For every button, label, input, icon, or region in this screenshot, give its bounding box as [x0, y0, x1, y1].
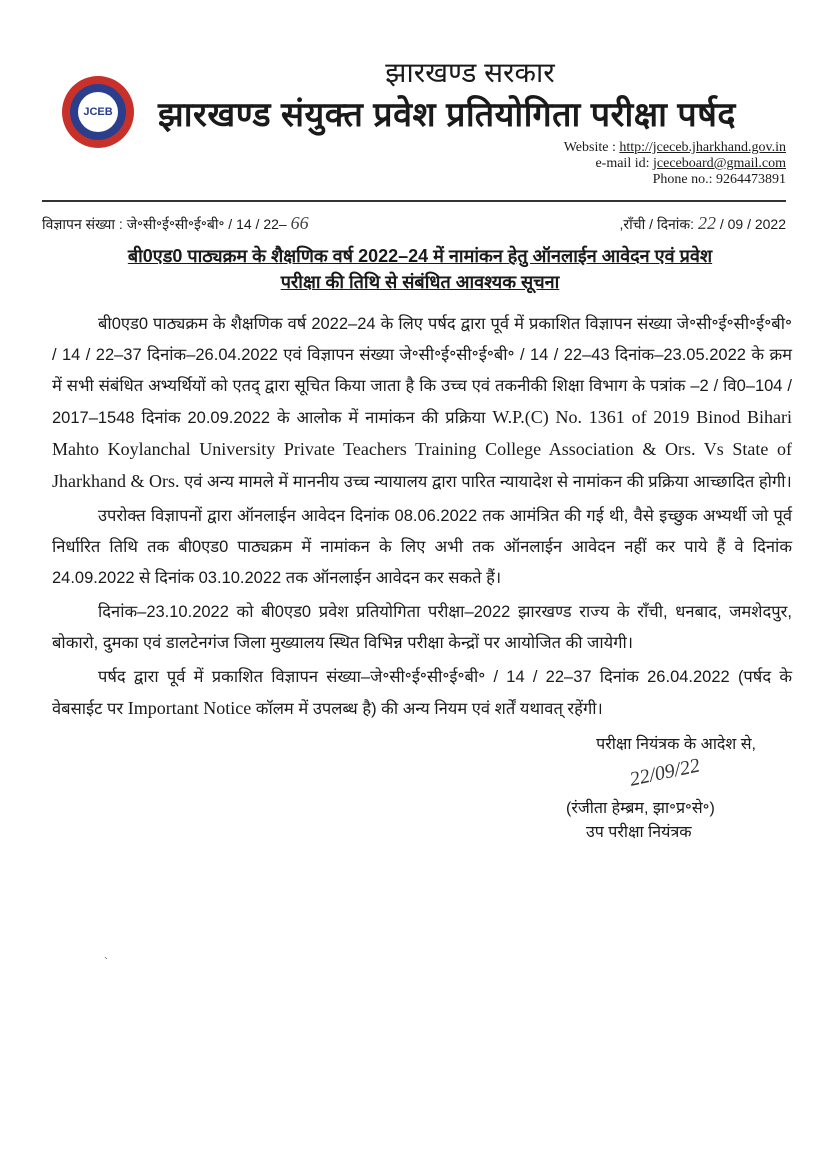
signatory-designation: उप परीक्षा नियंत्रक: [586, 824, 692, 841]
notice-date: [620, 212, 786, 235]
date-label: ,राँची / दिनांक:: [619, 216, 695, 232]
notice-body: [52, 309, 792, 725]
paragraph-2: उपरोक्त विज्ञापनों द्वारा ऑनलाईन आवेदन दिनांक 08.06.2022 तक आमंत्रित की गई थी, वैसे इच्छुक अभ्यर्थी जो पूर्व निर्धारित तिथि तक बी0एड0 पाठ्यक्रम में नामांकन के लिए अभी तक ऑनलाईन आवेदन नहीं कर पाये हैं वे दिनांक 24.09.2022 से दिनांक 03.10.2022 तक ऑनलाईन आवेदन कर सकते हैं।: [52, 507, 792, 587]
email-link[interactable]: jceceboard@gmail.com: [653, 156, 786, 171]
email-label: e-mail id:: [595, 156, 650, 171]
p4-text-a: पर्षद द्वारा पूर्व में प्रकाशित विज्ञापन संख्या–जे॰सी॰ई॰सी॰ई॰बी॰ / 14 / 22–37 दिनांक 26.04.2022 (पर्षद के वेबसाईट पर: [52, 668, 792, 718]
reference-row: [42, 212, 786, 235]
contact-block: [42, 140, 786, 188]
jceceb-logo: [62, 76, 134, 148]
p4-important-notice: Important Notice: [127, 698, 252, 718]
phone-label: Phone no.:: [652, 172, 713, 187]
notice-subject: [50, 243, 790, 295]
paragraph-1: [52, 309, 792, 498]
signature-block: [42, 733, 786, 845]
signatory-name: (रंजीता हेम्ब्रम, झा॰प्र॰से॰): [566, 800, 715, 817]
advertisement-number: [42, 212, 309, 235]
signature: 22/09/22: [627, 754, 702, 791]
stray-mark: `: [104, 955, 108, 969]
subject-line-2: परीक्षा की तिथि से संबंधित आवश्यक सूचना: [280, 272, 560, 292]
p1-case-reference: W.P.(C) No. 1361 of 2019 Binod Bihari Mahto Koylanchal University Private Teachers Training College Association & Ors. Vs State of Jharkhand & Ors.: [52, 407, 792, 491]
logo-text: JCEB: [78, 92, 118, 132]
subject-line-1: बी0एड0 पाठ्यक्रम के शैक्षणिक वर्ष 2022–24 में नामांकन हेतु ऑनलाईन आवेदन एवं प्रवेश: [127, 246, 713, 266]
paragraph-3: दिनांक–23.10.2022 को बी0एड0 प्रवेश प्रतियोगिता परीक्षा–2022 झारखण्ड राज्य के राँची, धनबाद, जमशेदपुर, बोकारो, दुमका एवं डालटेनगंज जिला मुख्यालय स्थित विभिन्न परीक्षा केन्द्रों पर आयोजित की जायेगी।: [52, 603, 792, 652]
website-label: Website :: [563, 140, 616, 155]
date-day-handwritten: 22: [697, 213, 716, 233]
board-title: झारखण्ड संयुक्त प्रवेश प्रतियोगिता परीक्षा पर्षद: [158, 96, 736, 134]
header-divider: [42, 200, 786, 202]
paragraph-4: [52, 662, 792, 725]
website-link[interactable]: http://jceceb.jharkhand.gov.in: [619, 140, 786, 155]
p4-text-b: कॉलम में उपलब्ध है) की अन्य नियम एवं शर्तें यथावत् रहेंगी।: [251, 700, 603, 718]
by-order-text: परीक्षा नियंत्रक के आदेश से,: [596, 736, 756, 753]
p1-text-b: एवं अन्य मामले में माननीय उच्च न्यायालय द्वारा पारित न्यायादेश से नामांकन की प्रक्रिया आच्छादित होगी।: [179, 473, 792, 491]
date-rest: / 09 / 2022: [719, 216, 786, 232]
phone-number: 9264473891: [716, 172, 786, 187]
ref-label: विज्ञापन संख्या : जे॰सी॰ई॰सी॰ई॰बी॰ / 14 / 22–: [42, 216, 287, 232]
p1-text-a: बी0एड0 पाठ्यक्रम के शैक्षणिक वर्ष 2022–24 के लिए पर्षद द्वारा पूर्व में प्रकाशित विज्ञापन संख्या जे॰सी॰ई॰सी॰ई॰बी॰ / 14 / 22–37 दिनांक–26.04.2022 एवं विज्ञापन संख्या जे॰सी॰ई॰सी॰ई॰बी॰ / 14 / 22–43 दिनांक–23.05.2022 के क्रम में सभी संबंधित अभ्यर्थियों को एतद् द्वारा सूचित किया जाता है कि उच्च एवं तकनीकी शिक्षा विभाग के पत्रांक –2 / वि0–104 / 2017–1548 दिनांक 20.09.2022 के आलोक में नामांकन की प्रक्रिया: [52, 315, 792, 427]
letterhead: [154, 54, 786, 138]
government-title: झारखण्ड सरकार: [385, 57, 555, 88]
ref-number-handwritten: 66: [290, 213, 309, 233]
